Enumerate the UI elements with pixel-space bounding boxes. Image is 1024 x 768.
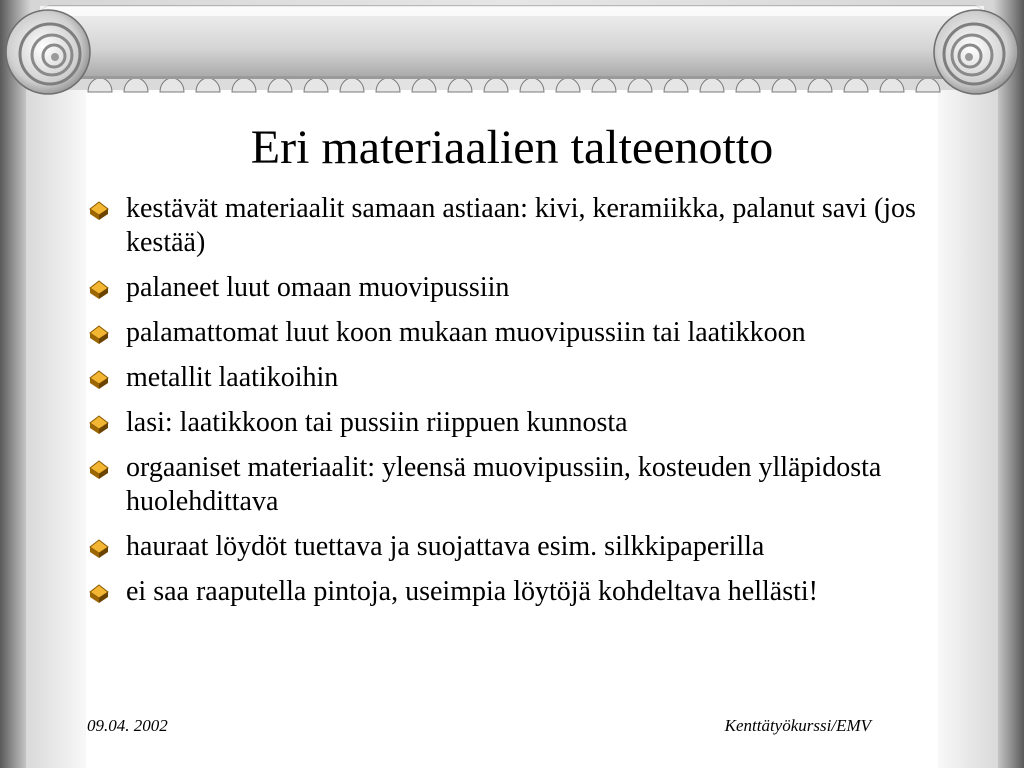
volute-right-icon [934, 10, 1018, 94]
slide-title: Eri materiaalien talteenotto [250, 121, 774, 174]
list-item [86, 406, 916, 440]
bullet-text: hauraat löydöt tuettava ja suojattava esim. silkkipaperilla [126, 531, 765, 562]
diamond-bullet-icon [89, 280, 109, 300]
diamond-bullet-icon [89, 460, 109, 480]
list-item [86, 361, 916, 395]
diamond-bullet-icon [89, 201, 109, 221]
list-item [86, 316, 916, 350]
bullet-list [86, 192, 916, 620]
egg-and-dart-row [88, 78, 940, 92]
list-item [86, 530, 916, 564]
diamond-bullet-icon [89, 415, 109, 435]
bullet-text: lasi: laatikkoon tai pussiin riippuen kunnosta [126, 407, 628, 438]
bullet-text: kestävät materiaalit samaan astiaan: kivi, keramiikka, palanut savi (jos kestää) [126, 193, 916, 258]
ionic-capital [0, 0, 1024, 100]
footer-date: 09.04. 2002 [87, 716, 168, 735]
diamond-bullet-icon [89, 584, 109, 604]
bullet-text: palaneet luut omaan muovipussiin [126, 272, 510, 303]
footer-course: Kenttätyökurssi/EMV [724, 716, 871, 735]
diamond-bullet-icon [89, 370, 109, 390]
list-item [86, 451, 916, 519]
bullet-text: metallit laatikoihin [126, 362, 339, 393]
bullet-text: ei saa raaputella pintoja, useimpia löytöjä kohdeltava hellästi! [126, 576, 818, 607]
list-item [86, 575, 916, 609]
volute-left-icon [6, 10, 90, 94]
diamond-bullet-icon [89, 325, 109, 345]
list-item [86, 192, 916, 260]
diamond-bullet-icon [89, 539, 109, 559]
list-item [86, 271, 916, 305]
bullet-text: palamattomat luut koon mukaan muovipussiin tai laatikkoon [126, 317, 806, 348]
bullet-text: orgaaniset materiaalit: yleensä muovipussiin, kosteuden ylläpidosta huolehdittava [126, 452, 882, 517]
